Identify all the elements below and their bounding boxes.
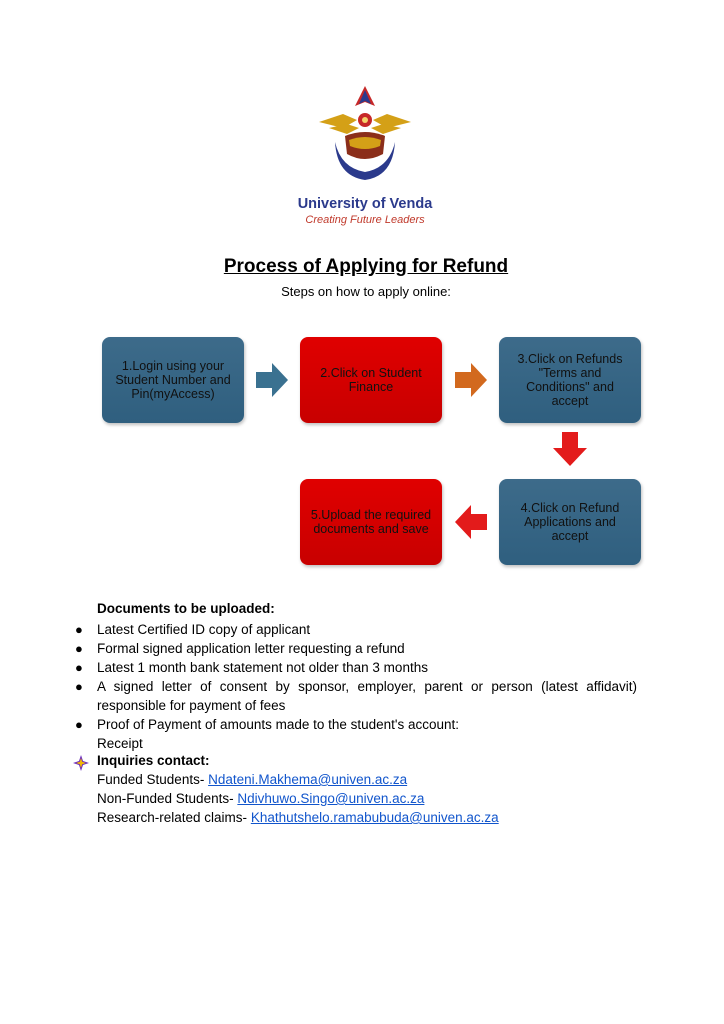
arrow-right-icon xyxy=(256,363,288,397)
bullet-icon: ● xyxy=(75,622,83,637)
research-email-link[interactable]: Khathutshelo.ramabubuda@univen.ac.za xyxy=(250,810,499,825)
funded-email-link[interactable]: Ndateni.Makhema@univen.ac.za xyxy=(208,772,408,787)
step-4-box xyxy=(499,479,641,565)
step-5-label: 5.Upload the required documents and save xyxy=(310,508,432,536)
university-tagline: Creating Future Leaders xyxy=(305,214,425,226)
step-5-box xyxy=(300,479,442,565)
contact-research: Research-related claims- Khathutshelo.ramabubuda@univen.ac.za xyxy=(97,810,499,825)
list-item: ● Proof of Payment of amounts made to the student's account: Receipt xyxy=(75,717,460,751)
page-title: Process of Applying for Refund xyxy=(223,256,509,277)
list-item: ● A signed letter of consent by sponsor, employer, parent or person (latest affidavit) responsible for payment of fees xyxy=(75,679,637,713)
bullet-icon: ● xyxy=(75,679,83,694)
list-item: ● Latest Certified ID copy of applicant xyxy=(75,622,311,637)
step-1-box xyxy=(102,337,244,423)
list-item: ● Latest 1 month bank statement not older than 3 months xyxy=(75,660,428,675)
step-4-label: 4.Click on Refund Applications and accept xyxy=(520,501,620,543)
step-1-label: 1.Login using your Student Number and Pin(myAccess) xyxy=(115,359,231,401)
receipt-text: Receipt xyxy=(97,736,143,751)
bullet-icon: ● xyxy=(75,660,83,675)
university-crest-icon xyxy=(313,84,417,192)
step-2-label: 2.Click on Student Finance xyxy=(320,366,422,394)
non-funded-email-link[interactable]: Ndivhuwo.Singo@univen.ac.za xyxy=(237,791,425,806)
list-item: ● Formal signed application letter requesting a refund xyxy=(75,641,405,656)
step-3-label: 3.Click on Refunds "Terms and Conditions" and accept xyxy=(517,352,623,408)
arrow-down-icon xyxy=(553,432,587,466)
bullet-icon: ● xyxy=(75,717,83,732)
arrow-right-icon xyxy=(455,363,487,397)
contact-non-funded: Non-Funded Students- Ndivhuwo.Singo@univen.ac.za xyxy=(97,791,425,806)
bullet-icon: ● xyxy=(75,641,83,656)
star-bullet-icon xyxy=(73,755,89,771)
documents-heading: Documents to be uploaded: xyxy=(97,601,275,616)
step-3-box xyxy=(499,337,641,423)
inquiries-heading: Inquiries contact: xyxy=(97,753,210,768)
arrow-left-icon xyxy=(455,505,487,539)
step-2-box xyxy=(300,337,442,423)
contact-funded: Funded Students- Ndateni.Makhema@univen.ac.za xyxy=(97,772,408,787)
university-name: University of Venda xyxy=(297,196,433,212)
university-logo xyxy=(285,84,445,232)
page-subtitle: Steps on how to apply online: xyxy=(281,284,451,299)
